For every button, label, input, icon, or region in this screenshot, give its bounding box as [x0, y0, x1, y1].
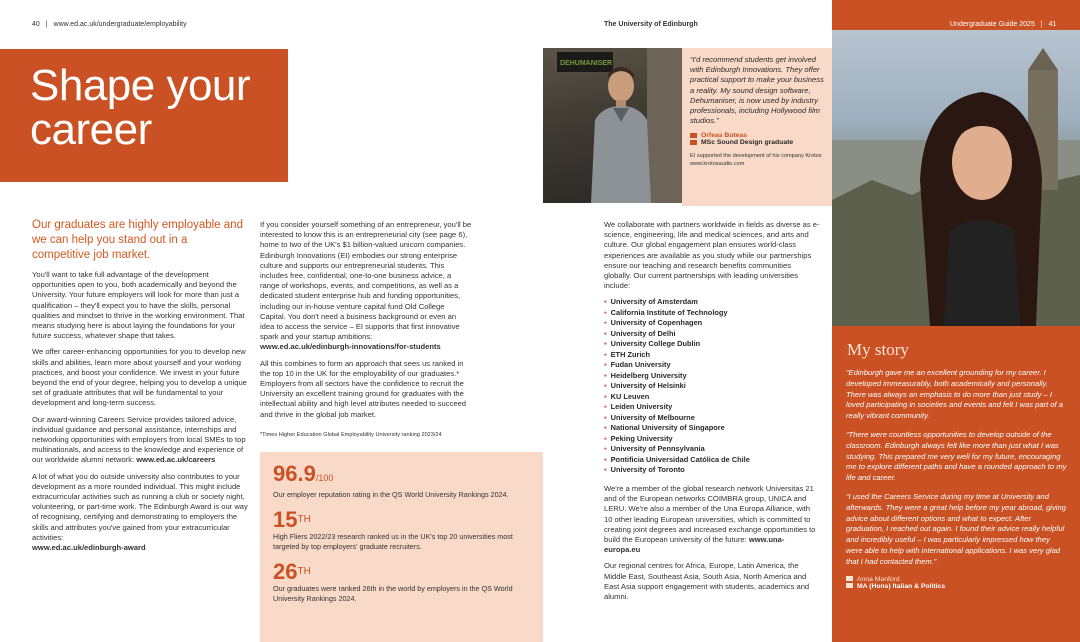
- col3-paragraph: We collaborate with partners worldwide in fields as diverse as e-science, engineering, life and medical sciences, and arts and culture. Our global engagement plan ensures world-class experiences are available as you study while our partnerships ensure our teaching and research benefits communities globally. Our current partnerships with leading universities include:: [604, 220, 820, 291]
- title-box: [0, 49, 288, 182]
- poster-text: DEHUMANISER: [560, 60, 613, 67]
- footnote: *Times Higher Education Global Employability University ranking 2023/24: [260, 432, 442, 438]
- innovations-link[interactable]: www.ed.ac.uk/edinburgh-innovations/for-students: [260, 342, 441, 352]
- orfeas-name: Orfeas Boteas: [690, 132, 824, 139]
- orfeas-caption: EI supported the development of his company Krotos www.krotosaudio.com: [690, 153, 822, 168]
- university-item: ▪ Peking University: [604, 434, 820, 445]
- header-url: www.ed.ac.uk/undergraduate/employability: [53, 21, 187, 28]
- university-item: ▪ ETH Zurich: [604, 350, 820, 361]
- university-list: [604, 297, 820, 476]
- university-item: ▪ University of Pennsylvania: [604, 444, 820, 455]
- stat-number: 96.9: [273, 461, 316, 486]
- bar-icon: [690, 140, 697, 145]
- guide-title: Undergraduate Guide 2025: [950, 21, 1035, 28]
- university-item: ▪ University College Dublin: [604, 339, 820, 350]
- university-item: ▪ California Institute of Technology: [604, 308, 820, 319]
- column-3: [604, 220, 820, 608]
- orfeas-quote: “I'd recommend students get involved with Edinburgh Innovations. They offer practical support to make your business a reality. My sound design software, Dehumaniser, is now used by industry professionals, including Hollywood film studios.”: [690, 55, 824, 126]
- page-number-left: 40: [32, 21, 40, 28]
- lead-paragraph: Our graduates are highly employable and we can help you stand out in a competitive job market.: [32, 219, 243, 261]
- stat-description: Our employer reputation rating in the QS World University Rankings 2024.: [273, 490, 509, 499]
- anna-photo: [832, 30, 1080, 326]
- university-item: ▪ University of Melbourne: [604, 413, 820, 424]
- edinburgh-award-link[interactable]: www.ed.ac.uk/edinburgh-award: [32, 543, 146, 553]
- university-item: ▪ University of Delhi: [604, 329, 820, 340]
- page-title: Shape your career: [30, 61, 251, 154]
- university-item: ▪ Fudan University: [604, 360, 820, 371]
- stat-item: [273, 462, 530, 500]
- university-item: ▪ University of Copenhagen: [604, 318, 820, 329]
- university-item: ▪ Pontificia Universidad Católica de Chile: [604, 455, 820, 466]
- stat-number: 26: [273, 559, 298, 584]
- stat-description: High Fliers 2022/23 research ranked us in the UK's top 20 universities most targeted by top employers' graduate recruiters.: [273, 532, 513, 551]
- center-header-title: The University of Edinburgh: [604, 21, 698, 28]
- my-story-content: [846, 368, 1068, 590]
- left-page-header: 40 | www.ed.ac.uk/undergraduate/employability: [32, 21, 187, 28]
- col3-paragraph: We're a member of the global research network Universitas 21 and of the European networks COIMBRA group, UNICA and LERU. We're also a member of the Una Europa Alliance, with 10 other leading European universities, which is committed to creating joint degrees and increased exchange opportunities to build the European university of the future: www.una-europa.eu: [604, 483, 816, 555]
- university-item: ▪ Heidelberg University: [604, 371, 820, 382]
- story-quote: “There were countless opportunities to develop outside of the classroom. Edinburgh always felt like more than just what I was studying. This prepared me very well for my future, encouraging me to explore different paths and have a rounded approach to my life and career.: [846, 429, 1067, 483]
- col3-paragraph: Our regional centres for Africa, Europe, Latin America, the Middle East, Southeast Asia, South Asia, North America and East Asia support engagement with students, academics and alumni.: [604, 561, 810, 601]
- col1-paragraph: You'll want to take full advantage of the development opportunities open to you, both academically and beyond the University. Your future employers will look for more than just a qualification – they'll expect you to have the skills, personal qualities and mindset to thrive in the working environment. That means studying here is about laying the foundations for your future success, whatever shape that takes.: [32, 270, 245, 341]
- stat-item: [273, 508, 530, 552]
- stat-suffix: TH: [297, 566, 311, 577]
- stat-suffix: /100: [315, 473, 334, 483]
- stat-description: Our graduates were ranked 26th in the world by employers in the QS World University Rankings 2024.: [273, 584, 513, 603]
- column-2: [260, 220, 472, 426]
- orfeas-photo: [543, 48, 682, 203]
- stat-number: 15: [273, 507, 298, 532]
- anna-name: Anna Manford: [846, 576, 1068, 583]
- bar-icon: [690, 133, 697, 138]
- story-quote: “Edinburgh gave me an excellent grounding for my career. I developed immeasurably, both academically and personally. There was always an emphasis to do more than just study – I loved participating in societies and events and felt I was part of a really vibrant community.: [846, 368, 1063, 421]
- orfeas-quote-box: [682, 48, 832, 206]
- page-number-right: 41: [1048, 21, 1057, 28]
- university-item: ▪ Leiden University: [604, 402, 820, 413]
- anna-degree: MA (Hons) Italian & Politics: [846, 583, 1068, 590]
- careers-link[interactable]: www.ed.ac.uk/careers: [136, 455, 216, 465]
- right-page-header: Undergraduate Guide 2025 | 41: [950, 21, 1057, 28]
- stat-suffix: TH: [297, 514, 311, 525]
- col1-paragraph: We offer career-enhancing opportunities for you to develop new skills and abilities, learn more about yourself and your working practices, and boost your confidence. We invest in your future beyond the end of your degree, helping you to develop a unique set of graduate attributes that will be fundamental to your development and long-term success.: [32, 347, 247, 408]
- col1-paragraph: A lot of what you do outside university also contributes to your development as a more rounded individual. This might include extracurricular activities such as running a club or society night, volunteering, or part-time work. The Edinburgh Award is our way of recognising, certifying and demonstrating to employers the skills and attributes you've gained from your extracurricular activities: www.ed.ac.uk/edinburgh-award: [32, 471, 248, 553]
- university-item: ▪ University of Helsinki: [604, 381, 820, 392]
- orfeas-degree: MSc Sound Design graduate: [690, 139, 824, 146]
- stats-box: [260, 452, 543, 642]
- bar-icon: [846, 576, 853, 581]
- university-item: ▪ National University of Singapore: [604, 423, 820, 434]
- woman-portrait-illustration: [832, 30, 1080, 326]
- col1-paragraph: Our award-winning Careers Service provides tailored advice, individual guidance and personal assistance, internships and networking opportunities with employers from local SMEs to top multinationals, and access to the knowledge and experience of our worldwide alumni network: www.ed.ac.uk/careers: [32, 414, 246, 465]
- col2-paragraph: All this combines to form an approach that sees us ranked in the top 10 in the UK for the employability of our graduates.* Employers from all sectors have the confidence to recruit the University an excellent training ground for graduates with the intellectual ability and high level attributes needed to succeed and thrive in the global job market.: [260, 358, 467, 419]
- col2-paragraph: If you consider yourself something of an entrepreneur, you'll be interested to know this is an entrepreneurial city (see page 6), home to two of the UK's $1 billion-valued unicorn companies. Edinburgh Innovations (EI) embodies our strong enterprise culture and supports our entrepreneurial students. This includes free, confidential, one-to-one business advice, a range of workshops, events, and competitions, as well as a dedicated student enterprise hub and funding opportunities, including our in-house venture capital fund Old College Capital. You don't need a business background or even an idea to access the service – EI supports that first innovative spark and your startup ambitions: www.ed.ac.uk/edinburgh-innovations/for-students: [260, 220, 472, 352]
- stat-item: [273, 560, 530, 604]
- university-item: ▪ University of Amsterdam: [604, 297, 820, 308]
- university-item: ▪ University of Toronto: [604, 465, 820, 476]
- my-story-title: My story: [847, 340, 909, 359]
- column-1: [32, 270, 248, 559]
- una-europa-link[interactable]: www.una-europa.eu: [604, 534, 785, 555]
- story-quote: “I used the Careers Service during my time at University and afterwards. They were a great help before my year abroad, giving advice about different options and what to expect. After graduation, I reached out again. I found their advice really helpful and incredibly useful – I was particularly impressed how they were able to help with international applications. I was very glad that I had contacted them.”: [846, 491, 1066, 566]
- university-item: ▪ KU Leuven: [604, 392, 820, 403]
- bar-icon: [846, 583, 853, 588]
- man-portrait-illustration: [543, 48, 682, 203]
